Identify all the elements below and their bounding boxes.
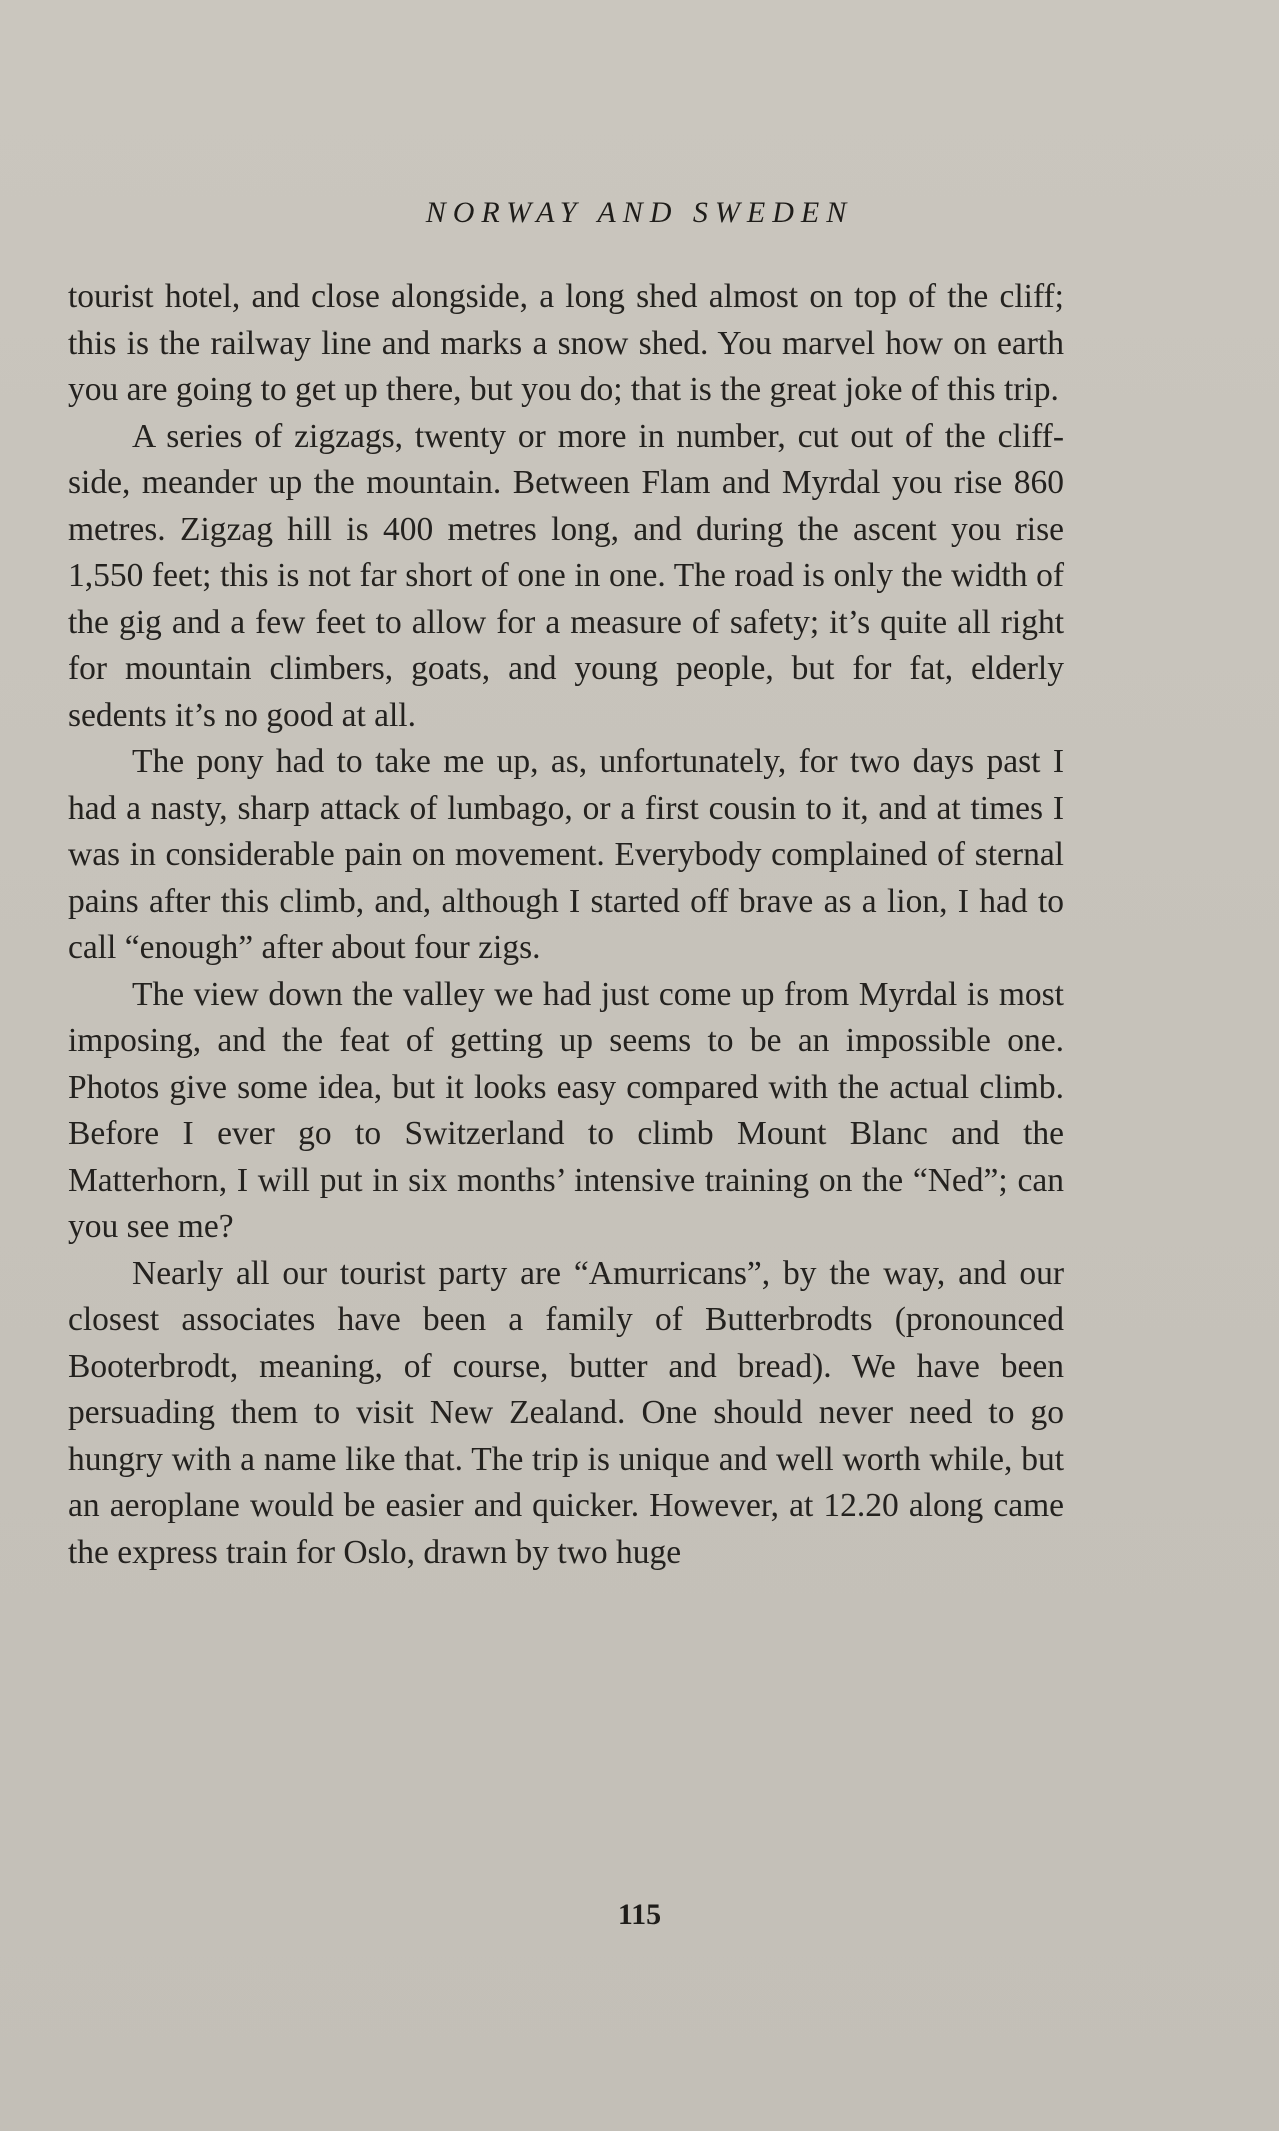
paragraph: Nearly all our tourist party are “Amurricans”, by the way, and our closest associates have been a family of Butterbrodts (pronounced Booterbrodt, meaning, of course, butter and bread). We have been persuading them to visit New Zealand. One should never need to go hungry with a name like that. The trip is unique and well worth while, but an aeroplane would be easier and quicker. However, at 12.20 along came the express train for Oslo, drawn by two huge [68, 1254, 1064, 1571]
body-text [68, 274, 1064, 1576]
paragraph: The view down the valley we had just come up from Myrdal is most imposing, and the feat of getting up seems to be an impossible one. Photos give some idea, but it looks easy compared with the actual climb. Before I ever go to Switzerland to climb Mount Blanc and the Matterhorn, I will put in six months’ intensive training on the “Ned”; can you see me? [68, 975, 1064, 1245]
paragraph-continued: tourist hotel, and close alongside, a long shed almost on top of the cliff; this is the railway line and marks a snow shed. You marvel how on earth you are going to get up there, but you do; that is the great joke of this trip. [68, 278, 1064, 408]
running-head: NORWAY AND SWEDEN [425, 196, 854, 229]
page-number: 115 [617, 1898, 662, 1931]
paragraph: A series of zigzags, twenty or more in number, cut out of the cliff-side, meander up the mountain. Between Flam and Myrdal you rise 860 metres. Zigzag hill is 400 metres long, and during the ascent you rise 1,550 feet; this is not far short of one in one. The road is only the width of the gig and a few feet to allow for a measure of safety; it’s quite all right for mountain climbers, goats, and young people, but for fat, elderly sedents it’s no good at all. [68, 417, 1064, 734]
paragraph: The pony had to take me up, as, unfortunately, for two days past I had a nasty, sharp attack of lumbago, or a first cousin to it, and at times I was in considerable pain on movement. Everybody complained of sternal pains after this climb, and, although I started off brave as a lion, I had to call “enough” after about four zigs. [68, 743, 1064, 966]
